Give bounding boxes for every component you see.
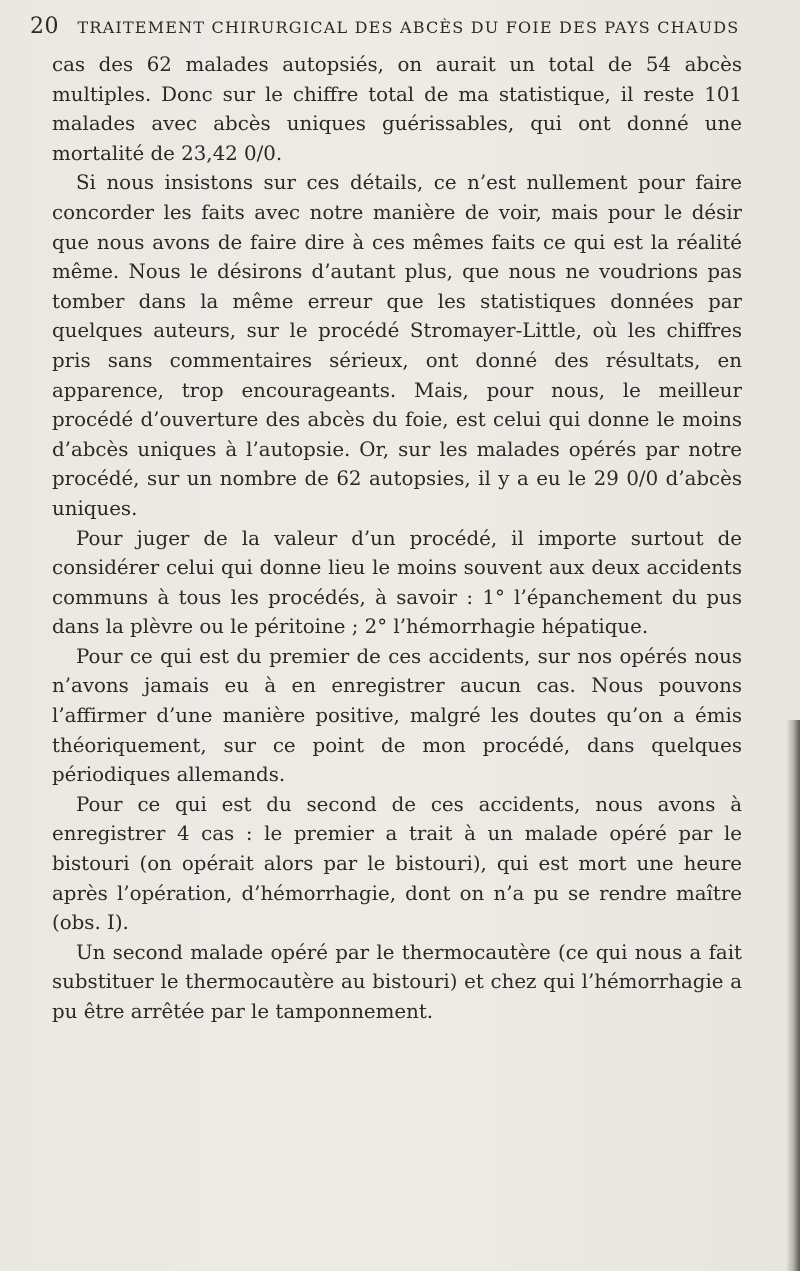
page-number: 20 — [30, 14, 59, 39]
paragraph: Pour juger de la valeur d’un procédé, il importe surtout de considérer celui qui donne lieu le moins souvent aux deux accidents communs à tous les procédés, à savoir : 1° l’épanchement du pus dans la plèvre ou le péritoine ; 2° l’hémorrhagie hépatique. — [52, 526, 742, 639]
paragraph: Un second malade opéré par le thermocautère (ce qui nous a fait substituer le thermocautère au bistouri) et chez qui l’hémorrhagie a pu être arrêtée par le tamponnement. — [52, 940, 742, 1023]
paragraph: Si nous insistons sur ces détails, ce n’est nullement pour faire concorder les faits avec notre manière de voir, mais pour le désir que nous avons de faire dire à ces mêmes faits ce qui est la réalité même. Nous le désirons d’autant plus, que nous ne voudrions pas tomber dans la même erreur que les statistiques données par quelques auteurs, sur le procédé Stromayer-Little, où les chiffres pris sans commentaires sérieux, ont donné des résultats, en apparence, trop encourageants. Mais, pour nous, le meilleur procédé d’ouverture des abcès du foie, est celui qui donne le moins d’abcès uniques à l’autopsie. Or, sur les malades opérés par notre procédé, sur un nombre de 62 autopsies, il y a eu le 29 0/0 d’abcès uniques. — [52, 171, 742, 520]
body-text — [52, 50, 742, 1027]
running-title: TRAITEMENT CHIRURGICAL DES ABCÈS DU FOIE DES PAYS CHAUDS — [77, 18, 740, 37]
paragraph: cas des 62 malades autopsiés, on aurait un total de 54 abcès multiples. Donc sur le chiffre total de ma statistique, il reste 101 malades avec abcès uniques guérissables, qui ont donné une mortalité de 23,42 0/0. — [52, 53, 742, 165]
running-header — [30, 14, 740, 39]
page-edge-shadow — [786, 720, 800, 1271]
paragraph: Pour ce qui est du second de ces accidents, nous avons à enregistrer 4 cas : le premier a trait à un malade opéré par le bistouri (on opérait alors par le bistouri), qui est mort une heure après l’opération, d’hémorrhagie, dont on n’a pu se rendre maître (obs. I). — [52, 792, 742, 935]
paragraph: Pour ce qui est du premier de ces accidents, sur nos opérés nous n’avons jamais eu à en enregistrer aucun cas. Nous pouvons l’affirmer d’une manière positive, malgré les doutes qu’on a émis théoriquement, sur ce point de mon procédé, dans quelques périodiques allemands. — [52, 644, 742, 787]
